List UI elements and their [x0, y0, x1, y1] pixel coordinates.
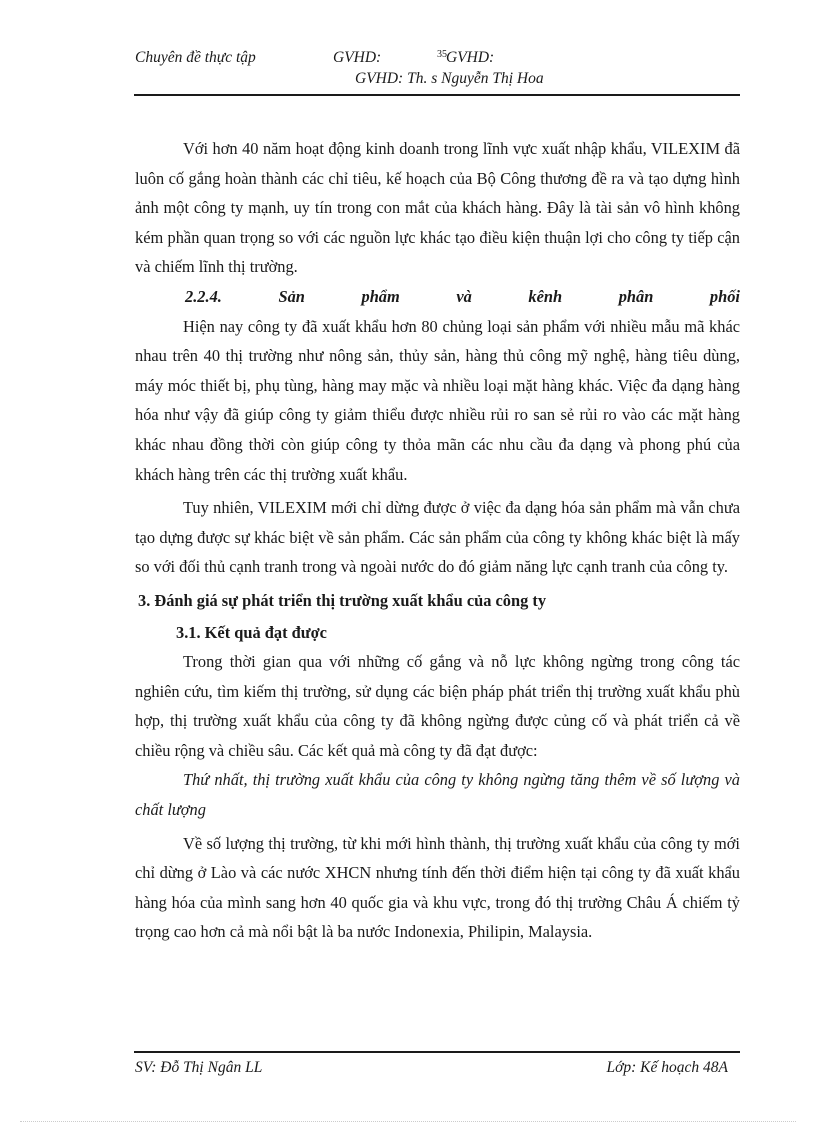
advisor-line: GVHD: Th. s Nguyễn Thị Hoa: [355, 70, 544, 87]
paragraph-differentiation: Tuy nhiên, VILEXIM mới chỉ dừng được ở việc đa dạng hóa sản phẩm mà vẫn chưa tạo dựng được sự khác biệt về sản phẩm. Các sản phẩm của công ty không khác biệt là mấy so với đối thủ cạnh tranh trong và ngoài nước do đó giảm năng lực cạnh tranh của công ty.: [135, 498, 740, 577]
paragraph-results: Trong thời gian qua với những cố gắng và nỗ lực không ngừng trong công tác nghiên cứu, tìm kiếm thị trường, sử dụng các biện pháp phát triển thị trường xuất khẩu phù hợp, thị trường xuất khẩu của công ty đã không ngừng được củng cố và phát triển cả về chiều rộng và chiều sâu. Các kết quả mà công ty đã đạt được:: [135, 652, 740, 760]
paragraph-first-point: Thứ nhất, thị trường xuất khẩu của công ty không ngừng tăng thêm về số lượng và chất lượng: [135, 770, 740, 820]
page-footer: [134, 1051, 740, 1083]
page-bottom-divider: [20, 1121, 796, 1122]
heading-3-1: 3.1. Kết quả đạt được: [176, 622, 327, 642]
page-header: [134, 46, 740, 96]
gvhd-label: GVHD:: [333, 49, 382, 66]
document-title: Chuyên đề thực tập: [135, 49, 256, 66]
class-name: Lớp: Kế hoạch 48A: [606, 1059, 728, 1076]
gvhd-label-secondary: GVHD:: [446, 49, 495, 66]
paragraph-reputation: Với hơn 40 năm hoạt động kinh doanh trong lĩnh vực xuất nhập khẩu, VILEXIM đã luôn cố gắng hoàn thành các chỉ tiêu, kế hoạch của Bộ Công thương đề ra và tạo dựng hình ảnh một công ty mạnh, uy tín trong con mắt của khách hàng. Đây là tài sản vô hình không kém phần quan trọng so với các nguồn lực khác tạo điều kiện thuận lợi cho công ty tiếp cận và chiếm lĩnh thị trường.: [135, 139, 740, 277]
page-body: [135, 134, 740, 947]
heading-2-2-4: 2.2.4. Sản phẩm và kênh phân phối: [185, 286, 740, 306]
page-number: 35: [437, 49, 447, 60]
heading-3: 3. Đánh giá sự phát triển thị trường xuất khẩu của công ty: [138, 590, 547, 610]
paragraph-market-quantity: Về số lượng thị trường, từ khi mới hình thành, thị trường xuất khẩu của công ty mới chỉ dừng ở Lào và các nước XHCN nhưng tính đến thời điểm hiện tại công ty đã xuất khẩu hàng hóa của mình sang hơn 40 quốc gia và khu vực, trong đó thị trường Châu Á chiếm tỷ trọng cao hơn cả mà nổi bật là ba nước Indonexia, Philipin, Malaysia.: [135, 833, 740, 942]
student-name: SV: Đỗ Thị Ngân LL: [135, 1059, 263, 1076]
paragraph-products: Hiện nay công ty đã xuất khẩu hơn 80 chủng loại sản phẩm với nhiều mẫu mã khác nhau trên 40 thị trường như nông sản, thủy sản, hàng thủ công mỹ nghệ, hàng tiêu dùng, máy móc thiết bị, phụ tùng, hàng may mặc và nhiều loại mặt hàng khác. Việc đa dạng hàng hóa như vậy đã giúp công ty giảm thiểu được nhiều rủi ro san sẻ rủi ro vào các mặt hàng khác nhau đồng thời còn giúp công ty thỏa mãn các nhu cầu đa dạng và phong phú của khách hàng trên các thị trường xuất khẩu.: [135, 316, 740, 484]
